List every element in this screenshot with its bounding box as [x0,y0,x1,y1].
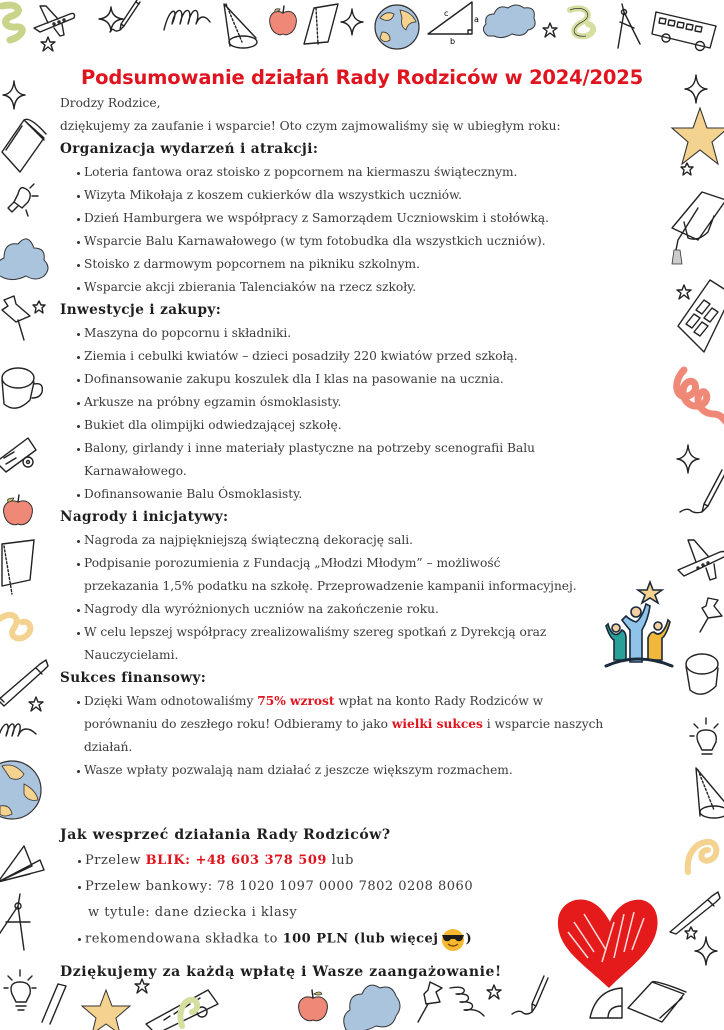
bank-account-number: 78 1020 1097 0000 7802 0208 8060 [217,879,474,894]
thank-you-note: Dziękujemy za każdą wpłatę i Wasze zaangażowanie! [60,963,502,980]
squiggle-icon [0,718,40,744]
bank-transfer-item: Przelew bankowy: 78 1020 1097 0000 7802 0208 8060 w tytule: dane dziecka i klasy [78,874,580,926]
section-finance [60,667,660,782]
section-heading: Sukces finansowy: [60,670,207,686]
section-awards [60,506,660,667]
pencil-icon [112,0,142,36]
support-section [60,822,580,985]
list-item: Stoisko z darmowym popcornem na pikniku szkolnym. [77,253,660,276]
recommended-fee-item: rekomendowana składka to 100 PLN (lub więcej ) [78,926,580,953]
parallelogram-icon [0,536,38,596]
finance-list [60,690,617,782]
calculator-icon [672,276,724,356]
compass-icon [0,892,34,956]
list-item: Podpisanie porozumienia z Fundacją „Młodzi Młodym” – możliwość przekazania 1,5% podatku na szkołę. Przeprowadzenie kampanii informacyjnej. [77,552,577,598]
book-icon [0,112,48,174]
list-item: Ziemia i cebulki kwiatów – dzieci posadziły 220 kwiatów przed szkołą. [77,345,637,368]
pen-icon [0,656,52,708]
section-investments [60,299,660,506]
list-item: W celu lepszej współpracy zrealizowaliśmy szereg spotkań z Dyrekcją oraz Nauczycielami. [77,621,644,667]
intro-line: dziękujemy za zaufanie i wsparcie! Oto czym zajmowaliśmy się w ubiegłym roku: [60,119,561,133]
list-item: Maszyna do popcornu i składniki. [77,322,637,345]
pencil-icon [40,984,70,1024]
cone-icon [220,2,260,50]
awards-list [60,529,577,667]
spiral-ribbon-icon [176,994,204,1026]
star-outline-icon [40,36,56,52]
star-outline-icon [32,300,46,314]
apple-icon [296,986,330,1024]
list-item: Dzięki Wam odnotowaliśmy 75% wzrost wpłat na konto Rady Rodziców w porównaniu do zeszłego roku! Odbieramy to jako wielki sukces i wsparcie naszych działań. [77,690,617,759]
apple-icon [266,4,300,38]
airplane-icon [676,534,724,584]
list-item: Dofinansowanie zakupu koszulek dla I klas na pasowanie na ucznia. [77,368,637,391]
squiggle-icon [162,4,212,34]
svg-text:c: c [444,9,449,18]
star-filled-icon [672,106,724,166]
list-item: Nagroda za najpiękniejszą świąteczną dekorację sali. [77,529,577,552]
coffee-cup-icon [0,364,44,416]
star-outline-icon [542,22,558,38]
blik-item: Przelew BLIK: +48 603 378 509 lub [78,848,580,874]
list-item: Wasze wpłaty pozwalają nam działać z jeszcze większym rozmachem. [77,759,617,782]
fee-amount: 100 PLN (lub więcej [282,931,439,947]
list-item: Dofinansowanie Balu Ósmoklasisty. [77,483,637,506]
push-pin-icon [0,294,36,344]
star-outline-icon [28,696,44,712]
spiral-ribbon-icon [684,836,724,876]
list-item: Loteria fantowa oraz stoisko z popcornem na kiermaszu świątecznym. [77,161,660,184]
list-item: Wsparcie Balu Karnawałowego (w tym fotobudka dla wszystkich uczniów). [77,230,660,253]
list-item: Nagrody dla wyróżnionych uczniów na zakończenie roku. [77,598,577,621]
star-outline-icon [486,984,502,1000]
transfer-title-note: w tytule: dane dziecka i klasy [88,905,298,920]
light-bulb-icon [4,968,38,1014]
section-heading: Inwestycje i zakupy: [60,302,222,318]
graduation-cap-icon [668,178,724,268]
school-bus-icon [650,4,720,54]
spiral-ribbon-icon [566,2,598,42]
parallelogram-icon [302,2,340,46]
svg-text:b: b [450,37,456,46]
globe-icon [372,4,422,50]
summary-body [60,92,660,782]
greeting: Drodzy Rodzice, [60,96,161,110]
cloud-icon [0,228,52,280]
list-item: Balony, girlandy i inne materiały plastyczne na potrzeby scenografii Balu Karnawałowego. [77,437,637,483]
section-heading: Organizacja wydarzeń i atrakcji: [60,141,319,157]
school-bus-icon [0,432,40,476]
cloud-icon [342,980,402,1030]
spiral-ribbon-icon [674,364,724,430]
list-item: Dzień Hamburgera we współpracy z Samorządem Uczniowskim i stołówką. [77,207,660,230]
list-item: Wizyta Mikołaja z koszem cukierków dla wszystkich uczniów. [77,184,660,207]
team-star-icon [604,580,674,670]
cone-icon [692,766,724,822]
section-heading: Nagrody i inicjatywy: [60,509,229,525]
spiral-ribbon-icon [0,610,40,646]
events-list [60,161,660,299]
airplane-icon [30,2,76,38]
investments-list [60,322,637,506]
success-highlight: wielki sukces [391,717,483,731]
sunglasses-smiley-icon [440,926,466,952]
star-filled-icon [82,988,132,1028]
apple-icon [2,492,34,528]
triangle-icon [424,0,479,46]
list-item: Bukiet dla olimpijki odwiedzającej szkołę. [77,414,637,437]
light-bulb-icon [2,182,38,218]
list-item: Wsparcie akcji zbierania Talenciaków na rzecz szkoły. [77,276,660,299]
paper-planes-icon [0,842,46,886]
light-bulb-icon [690,716,724,760]
support-list [60,848,580,953]
list-item: Arkusze na próbny egzamin ósmoklasisty. [77,391,637,414]
page-title: Podsumowanie działań Rady Rodziców w 2024/2025 [81,66,643,90]
section-events [60,138,660,299]
pencil-icon [674,470,724,516]
push-pin-icon [696,596,724,636]
sparkle-icon [340,8,364,36]
cloud-icon [480,2,538,40]
spiral-ribbon-icon [0,0,30,44]
support-heading: Jak wesprzeć działania Rady Rodziców? [60,827,391,843]
globe-icon [0,760,44,820]
star-outline-icon [680,162,694,176]
sparkle-icon [694,936,718,966]
svg-text:a: a [474,15,479,24]
growth-highlight: 75% wzrost [257,694,335,708]
coffee-cup-icon [682,650,724,702]
blik-number: BLIK: +48 603 378 509 [145,853,327,868]
compass-icon [614,2,644,52]
push-pin-icon [412,980,448,1024]
